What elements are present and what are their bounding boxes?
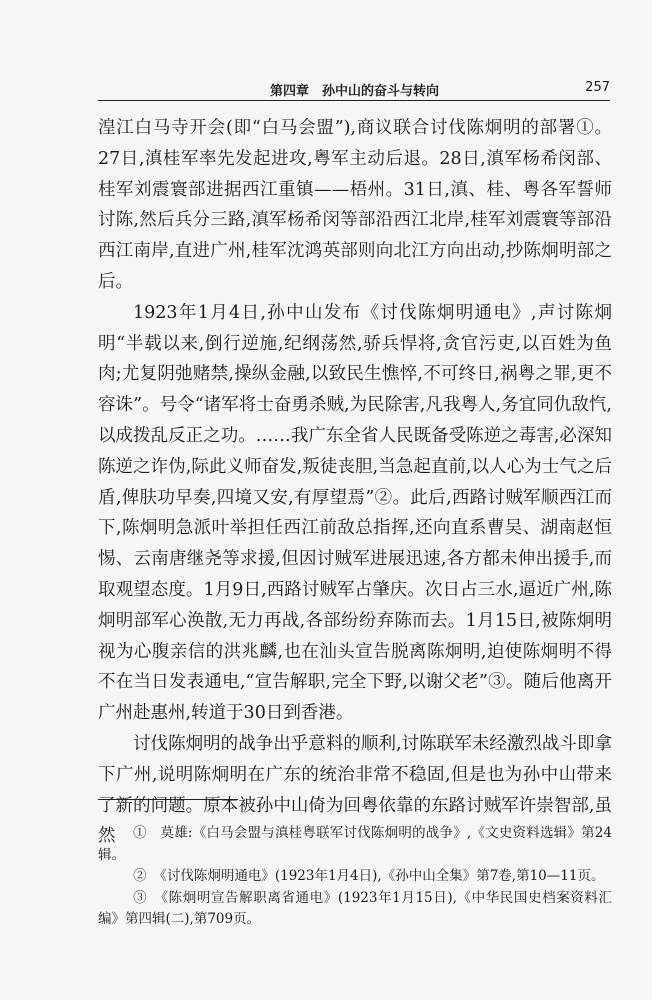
paragraph: 1923年1月4日,孙中山发布《讨伐陈炯明通电》,声讨陈炯明“半载以来,倒行逆施,纪纲荡然,骄兵悍将,贪官污吏,以百姓为鱼肉;尤复阴弛赌禁,操纵金融,以致民生憔悴,不可终日,祸粤之罪,更不容诛”。号令“诸军将士奋勇杀贼,为民除害,凡我粤人,务宜同仇敌忾,以成拨乱反正之功。……我广东全省人民既备受陈逆之毒害,必深知陈逆之诈伪,际此义师奋发,叛徒丧胆,当急起直前,以人心为士气之后盾,俾肤功早奏,四境又安,有厚望焉”②。此后,西路讨贼军顺西江而下,陈炯明急派叶举担任西江前敌总指挥,还向直系曹吴、湖南赵恒惕、云南唐继尧等求援,但因讨贼军进展迅速,各方都未伸出援手,而取观望态度。1月9日,西路讨贼军占肇庆。次日占三水,逼近广州,陈炯明部军心涣散,无力再战,各部纷纷弃陈而去。1月15日,被陈炯明视为心腹亲信的洪兆麟,也在汕头宣告脱离陈炯明,迫使陈炯明不得不在当日发表通电,“宣告解职,完全下野,以谢父老”③。随后他离开广州赴惠州,转道于30日到香港。 <box>98 302 612 724</box>
paragraph: 讨伐陈炯明的战争出乎意料的顺利,讨陈联军未经激烈战斗即拿下广州,说明陈炯明在广东的统治非常不稳固,但是也为孙中山带来了新的问题。原本被孙中山倚为回粤依靠的东路讨贼军许崇智部,虽然 <box>98 733 612 847</box>
footnote-1: ① 莫雄:《白马会盟与滇桂粤联军讨伐陈炯明的战争》,《文史资料选辑》第24辑。 <box>98 825 612 863</box>
page-header <box>98 80 610 102</box>
header-rule <box>98 100 610 101</box>
paragraph-continued: 湟江白马寺开会(即“白马会盟”),商议联合讨伐陈炯明的部署①。27日,滇桂军率先发起进攻,粤军主动后退。28日,滇军杨希闵部、桂军刘震寰部进据西江重镇——梧州。31日,滇、桂、粤各军誓师讨陈,然后兵分三路,滇军杨希闵等部沿西江北岸,桂军刘震寰等部沿西江南岸,直进广州,桂军沈鸿英部则向北江方向出动,抄陈炯明部之后。 <box>98 118 612 292</box>
footnote-rule <box>98 799 238 800</box>
page-number: 257 <box>585 80 610 95</box>
footnotes <box>98 823 612 931</box>
body-text <box>98 113 612 852</box>
footnote-2: ② 《讨伐陈炯明通电》(1923年1月4日),《孙中山全集》第7卷,第10—11页。 <box>133 868 605 884</box>
footnote-3: ③ 《陈炯明宣告解职离省通电》(1923年1月15日),《中华民国史档案资料汇编》第四辑(二),第709页。 <box>98 889 612 927</box>
running-title: 第四章 孙中山的奋斗与转向 <box>270 84 440 99</box>
